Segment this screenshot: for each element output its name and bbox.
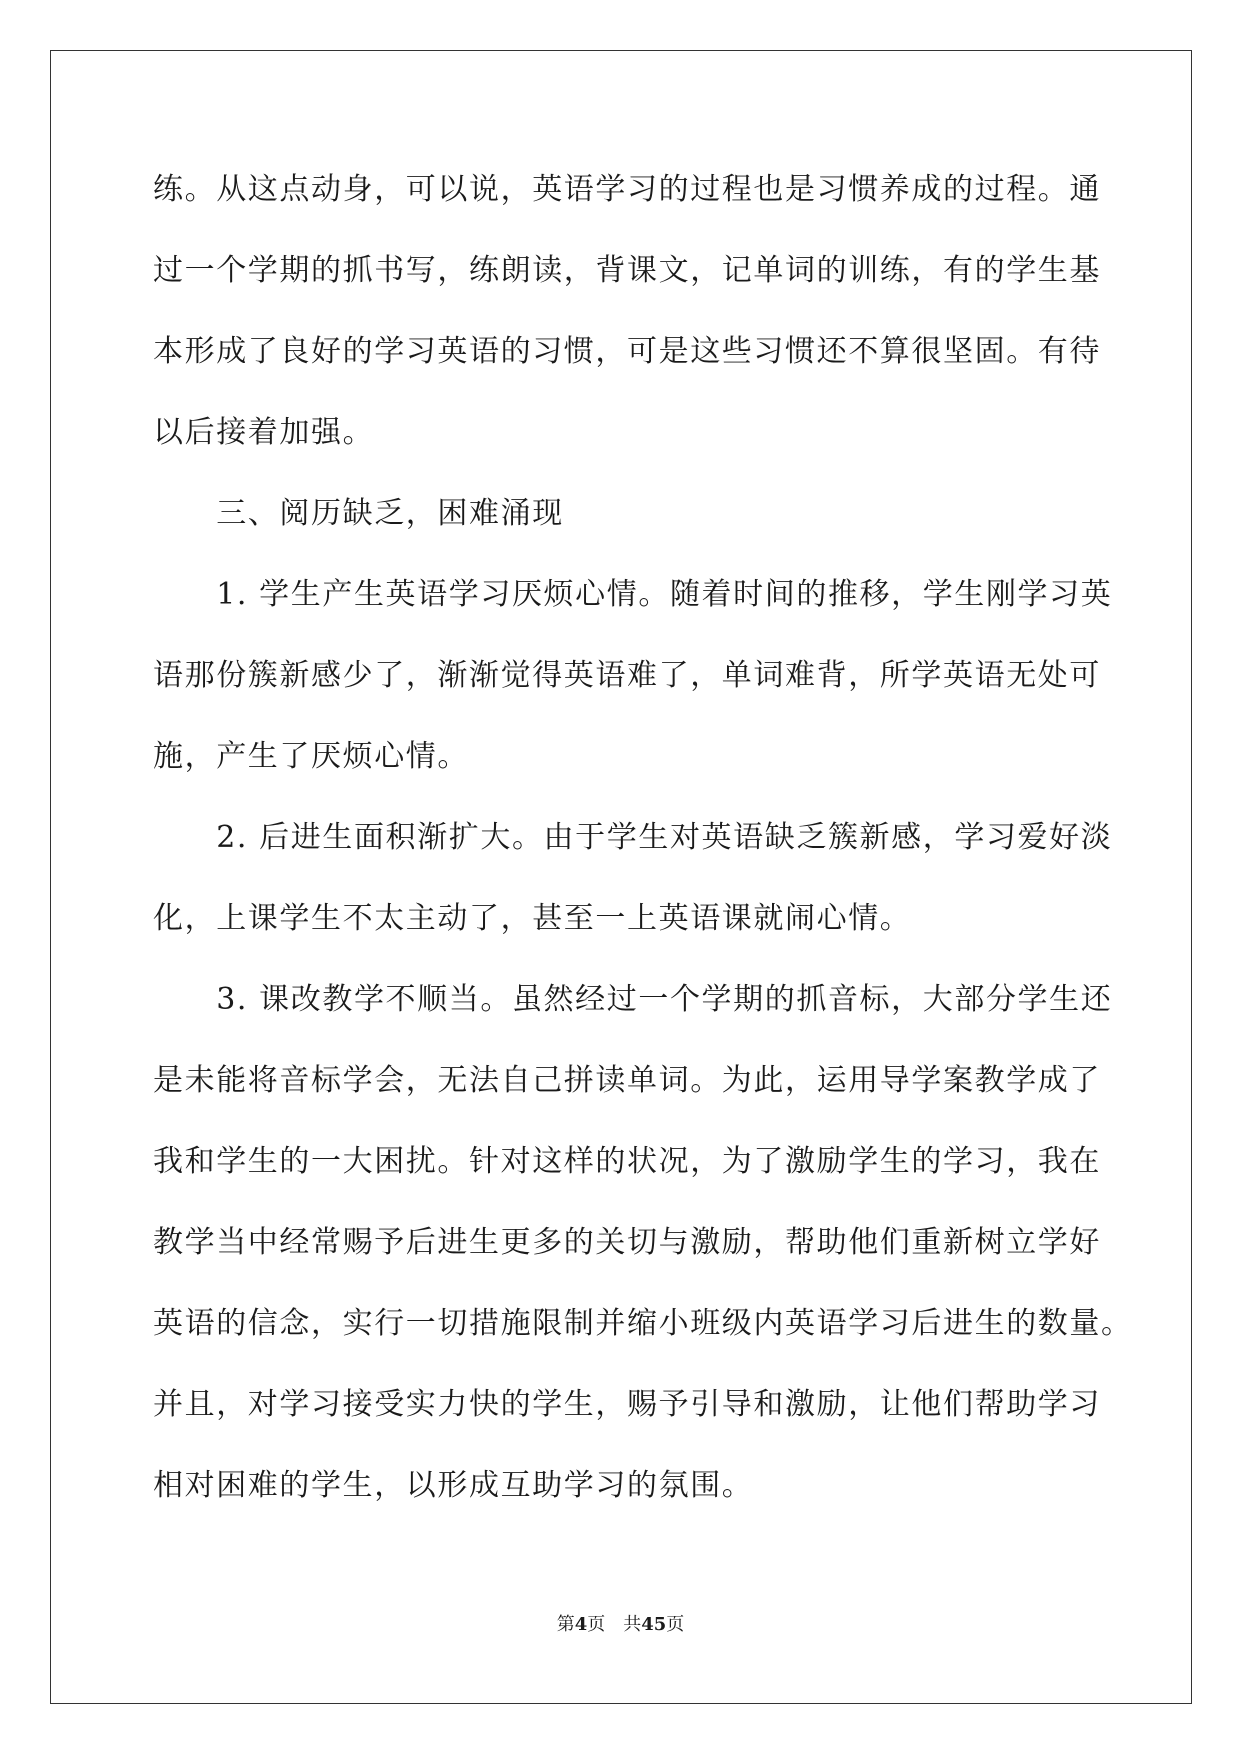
body-text-line: 化，上课学生不太主动了，甚至一上英语课就闹心情。 bbox=[153, 901, 912, 936]
body-text-line: 3. 课改教学不顺当。虽然经过一个学期的抓音标，大部分学生还 bbox=[153, 982, 1113, 1017]
page-prefix: 第 bbox=[556, 1614, 575, 1635]
body-text-line: 语那份簇新感少了，渐渐觉得英语难了，单词难背，所学英语无处可 bbox=[153, 658, 1101, 693]
body-text-line: 并且，对学习接受实力快的学生，赐予引导和激励，让他们帮助学习 bbox=[153, 1387, 1101, 1422]
page-footer bbox=[0, 1613, 1241, 1637]
body-text-line: 英语的信念，实行一切措施限制并缩小班级内英语学习后进生的数量。 bbox=[153, 1306, 1133, 1341]
body-text-line: 教学当中经常赐予后进生更多的关切与激励，帮助他们重新树立学好 bbox=[153, 1225, 1101, 1260]
body-text-line: 我和学生的一大困扰。针对这样的状况，为了激励学生的学习，我在 bbox=[153, 1144, 1101, 1179]
page-border bbox=[50, 50, 1192, 1704]
body-text-line: 过一个学期的抓书写，练朗读，背课文，记单词的训练，有的学生基 bbox=[153, 253, 1101, 288]
page-suffix: 页 bbox=[587, 1614, 606, 1635]
body-text-line: 是未能将音标学会，无法自己拼读单词。为此，运用导学案教学成了 bbox=[153, 1063, 1101, 1098]
body-text-line: 以后接着加强。 bbox=[153, 415, 375, 450]
body-text-line: 相对困难的学生，以形成互助学习的氛围。 bbox=[153, 1468, 754, 1503]
body-text-line: 2. 后进生面积渐扩大。由于学生对英语缺乏簇新感，学习爱好淡 bbox=[153, 820, 1113, 855]
body-text-line: 施，产生了厌烦心情。 bbox=[153, 739, 469, 774]
body-text-line: 练。从这点动身，可以说，英语学习的过程也是习惯养成的过程。通 bbox=[153, 172, 1101, 207]
body-text-line: 本形成了良好的学习英语的习惯，可是这些习惯还不算很坚固。有待 bbox=[153, 334, 1101, 369]
page-number: 4 bbox=[574, 1614, 588, 1635]
body-text-line: 1. 学生产生英语学习厌烦心情。随着时间的推移，学生刚学习英 bbox=[153, 577, 1113, 612]
section-heading: 三、阅历缺乏，困难涌现 bbox=[153, 496, 564, 531]
total-suffix: 页 bbox=[666, 1614, 685, 1635]
total-pages: 45 bbox=[641, 1614, 667, 1635]
total-prefix: 共 bbox=[623, 1614, 642, 1635]
